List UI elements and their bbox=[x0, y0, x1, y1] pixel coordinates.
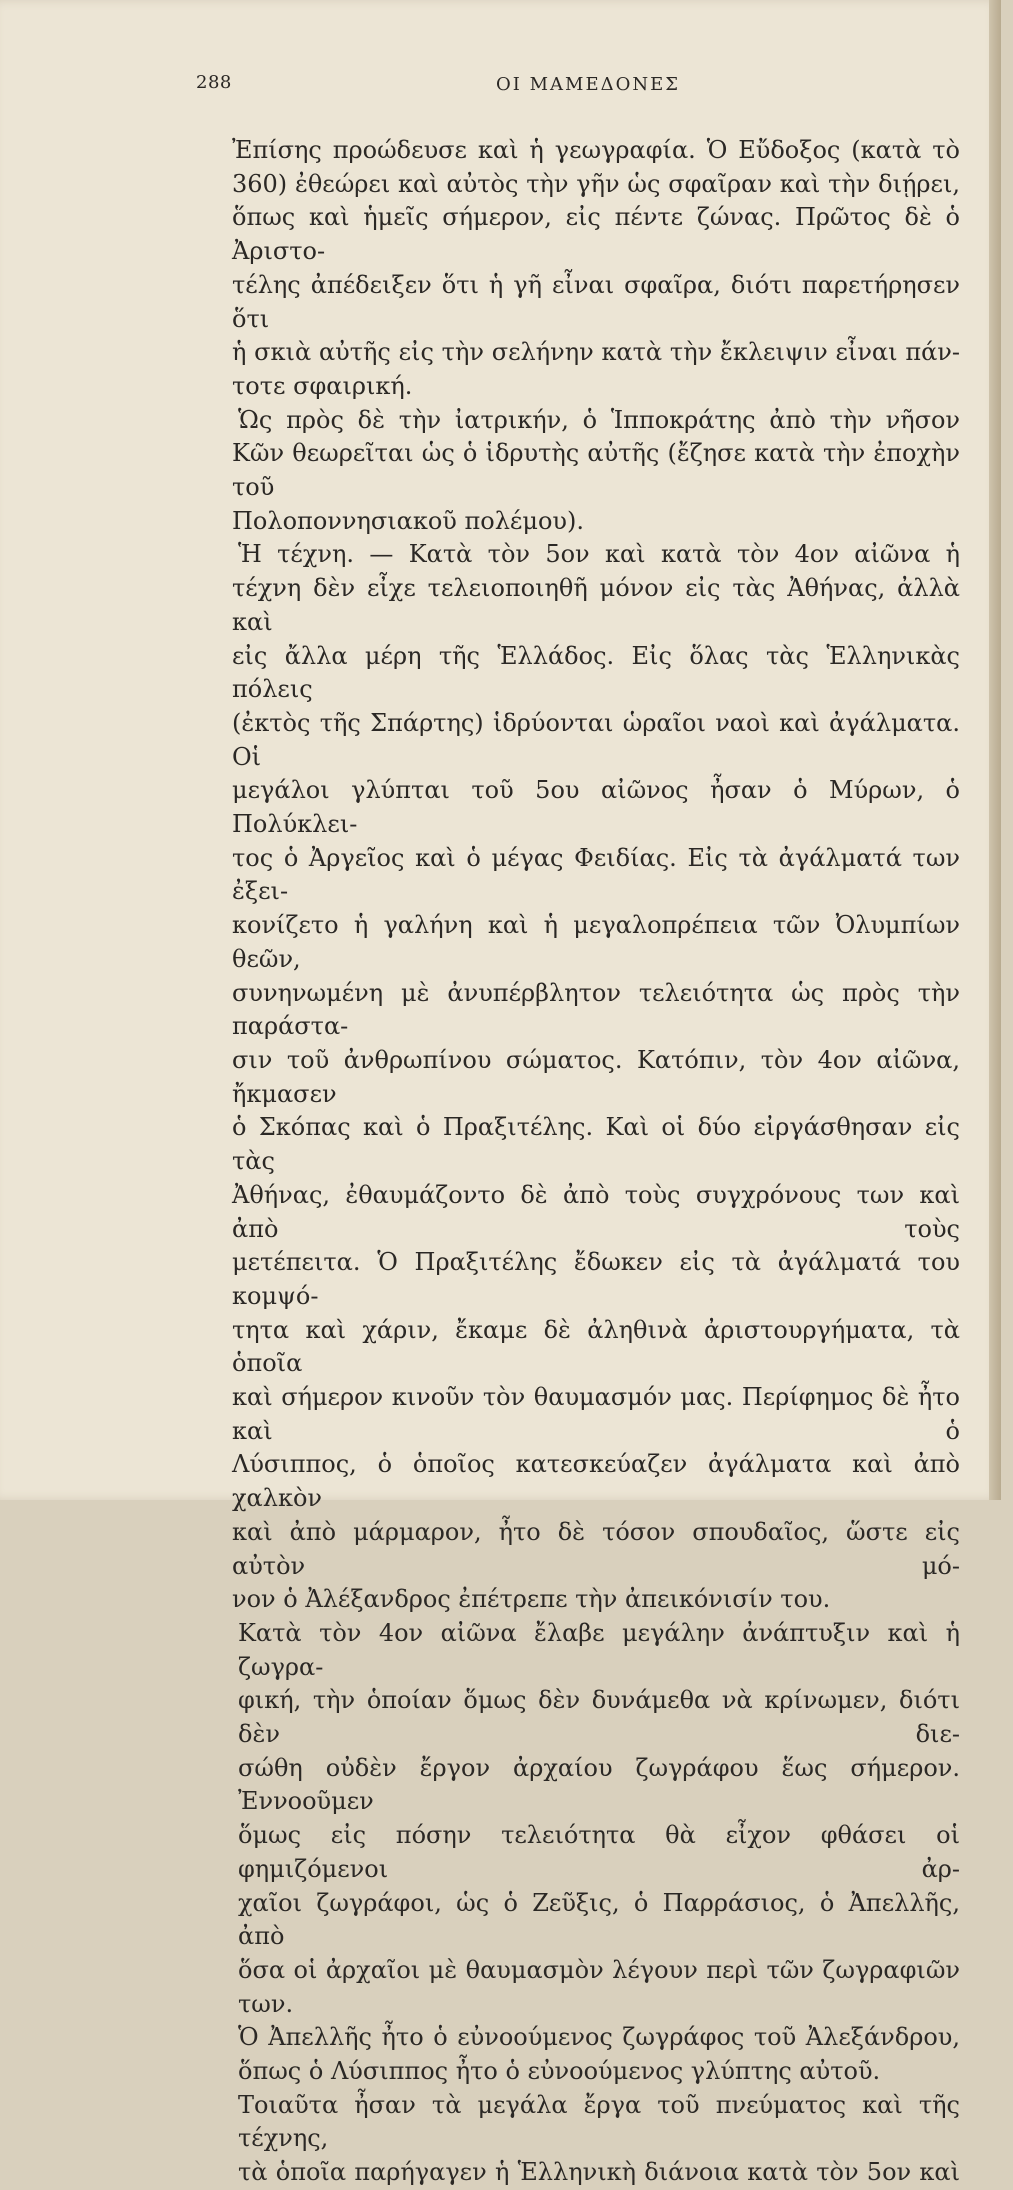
text-line: Λύσιππος, ὁ ὁποῖος κατεσκεύαζεν ἀγάλματα καὶ ἀπὸ χαλκὸν bbox=[232, 1450, 960, 1513]
text-line: Κατὰ τὸν 4ον αἰῶνα ἔλαβε μεγάλην ἀνάπτυξιν καὶ ἡ ζωγρα- bbox=[238, 1618, 960, 1681]
text-line: τος ὁ Ἀργεῖος καὶ ὁ μέγας Φειδίας. Εἰς τὰ ἀγάλματά των ἐξει- bbox=[232, 843, 960, 906]
paragraph-conclusion bbox=[222, 2089, 960, 2190]
text-line: Πολοποννησιακοῦ πολέμου). bbox=[232, 506, 584, 535]
text-line: καὶ ἀπὸ μάρμαρον, ἦτο δὲ τόσον σπουδαῖος, ὥστε εἰς αὐτὸν μό- bbox=[232, 1517, 960, 1580]
text-line: σιν τοῦ ἀνθρωπίνου σώματος. Κατόπιν, τὸν 4ον αἰῶνα, ἤκμασεν bbox=[232, 1045, 960, 1108]
text-line: τοτε σφαιρική. bbox=[232, 371, 413, 400]
text-line: σώθη οὐδὲν ἔργον ἀρχαίου ζωγράφου ἕως σήμερον. Ἐννοοῦμεν bbox=[238, 1753, 960, 1816]
text-line: μεγάλοι γλύπται τοῦ 5ου αἰῶνος ἦσαν ὁ Μύρων, ὁ Πολύκλει- bbox=[232, 776, 960, 839]
text-line: τέχνη δὲν εἶχε τελειοποιηθῆ μόνον εἰς τὰς Ἀθήνας, ἀλλὰ καὶ bbox=[232, 574, 960, 636]
paragraph-painting bbox=[222, 1617, 960, 2089]
text-line: ὁ Σκόπας καὶ ὁ Πραξιτέλης. Καὶ οἱ δύο εἰργάσθησαν εἰς τὰς bbox=[232, 1113, 960, 1176]
paragraph-art bbox=[222, 538, 960, 1617]
text-line: φική, τὴν ὁποίαν ὅμως δὲν δυνάμεθα νὰ κρίνωμεν, διότι δὲν διε- bbox=[238, 1686, 960, 1749]
text-line: 360) ἐθεώρει καὶ αὐτὸς τὴν γῆν ὡς σφαῖραν καὶ τὴν διῄρει, bbox=[232, 169, 960, 198]
text-line: νον ὁ Ἀλέξανδρος ἐπέτρεπε τὴν ἀπεικόνισίν του. bbox=[232, 1585, 831, 1614]
page-edge bbox=[989, 0, 1001, 1500]
text-line: εἰς ἄλλα μέρη τῆς Ἑλλάδος. Εἰς ὅλας τὰς Ἑλληνικὰς πόλεις bbox=[232, 641, 960, 704]
paragraph-geography bbox=[222, 134, 960, 404]
body-text bbox=[222, 134, 960, 2190]
text-line: Ἐπίσης προώδευσε καὶ ἡ γεωγραφία. Ὁ Εὔδοξος (κατὰ τὸ bbox=[232, 136, 960, 164]
text-line: τὰ ὁποῖα παρήγαγεν ἡ Ἑλληνικὴ διάνοια κατὰ τὸν 5ον καὶ bbox=[238, 2158, 960, 2187]
text-line: (ἐκτὸς τῆς Σπάρτης) ἱδρύονται ὡραῖοι ναοὶ καὶ ἀγάλματα. Οἱ bbox=[232, 708, 960, 771]
section-heading-art: Ἡ τέχνη. — Κατὰ τὸν 5ον καὶ κατὰ τὸν 4ον αἰῶνα ἡ bbox=[238, 540, 960, 569]
text-line: μετέπειτα. Ὁ Πραξιτέλης ἔδωκεν εἰς τὰ ἀγάλματά του κομψό- bbox=[232, 1248, 960, 1310]
text-line: χαῖοι ζωγράφοι, ὡς ὁ Ζεῦξις, ὁ Παρράσιος, ὁ Ἀπελλῆς, ἀπὸ bbox=[238, 1888, 960, 1951]
page-number: 288 bbox=[196, 72, 232, 93]
text-line: Ὁ Ἀπελλῆς ἦτο ὁ εὐνοούμενος ζωγράφος τοῦ Ἀλεξάνδρου, bbox=[238, 2023, 960, 2052]
text-line: ὅμως εἰς πόσην τελειότητα θὰ εἶχον φθάσει οἱ φημιζόμενοι ἀρ- bbox=[238, 1821, 960, 1883]
text-line: τέλης ἀπέδειξεν ὅτι ἡ γῆ εἶναι σφαῖρα, διότι παρετήρησεν ὅτι bbox=[232, 270, 960, 333]
paragraph-medicine bbox=[222, 404, 960, 539]
text-line: καὶ σήμερον κινοῦν τὸν θαυμασμόν μας. Περίφημος δὲ ἦτο καὶ ὁ bbox=[232, 1383, 960, 1445]
text-line: ὅσα οἱ ἀρχαῖοι μὲ θαυμασμὸν λέγουν περὶ τῶν ζωγραφιῶν των. bbox=[238, 1955, 960, 2018]
text-line: συνηνωμένη μὲ ἀνυπέρβλητον τελειότητα ὡς πρὸς τὴν παράστα- bbox=[232, 978, 960, 1041]
running-title: ΟΙ ΜΑΜΕΔΟΝΕΣ bbox=[496, 74, 680, 95]
text-line: κονίζετο ἡ γαλήνη καὶ ἡ μεγαλοπρέπεια τῶν Ὀλυμπίων θεῶν, bbox=[232, 911, 960, 973]
text-line: Ἀθήνας, ἐθαυμάζοντο δὲ ἀπὸ τοὺς συγχρόνους των καὶ ἀπὸ τοὺς bbox=[232, 1180, 960, 1243]
text-line: Κῶν θεωρεῖται ὡς ὁ ἱδρυτὴς αὐτῆς (ἔζησε κατὰ τὴν ἐποχὴν τοῦ bbox=[232, 439, 960, 502]
text-line: ὅπως ὁ Λύσιππος ἦτο ὁ εὐνοούμενος γλύπτης αὐτοῦ. bbox=[238, 2057, 881, 2086]
text-line: Ὡς πρὸς δὲ τὴν ἰατρικήν, ὁ Ἱπποκράτης ἀπὸ τὴν νῆσον bbox=[238, 405, 960, 434]
text-line: Τοιαῦτα ἦσαν τὰ μεγάλα ἔργα τοῦ πνεύματος καὶ τῆς τέχνης, bbox=[238, 2090, 960, 2153]
text-line: τητα καὶ χάριν, ἔκαμε δὲ ἀληθινὰ ἀριστουργήματα, τὰ ὁποῖα bbox=[232, 1315, 960, 1378]
text-line: ἡ σκιὰ αὐτῆς εἰς τὴν σελήνην κατὰ τὴν ἔκλειψιν εἶναι πάν- bbox=[232, 338, 960, 367]
text-line: ὅπως καὶ ἡμεῖς σήμερον, εἰς πέντε ζώνας. Πρῶτος δὲ ὁ Ἀριστο- bbox=[232, 203, 960, 266]
